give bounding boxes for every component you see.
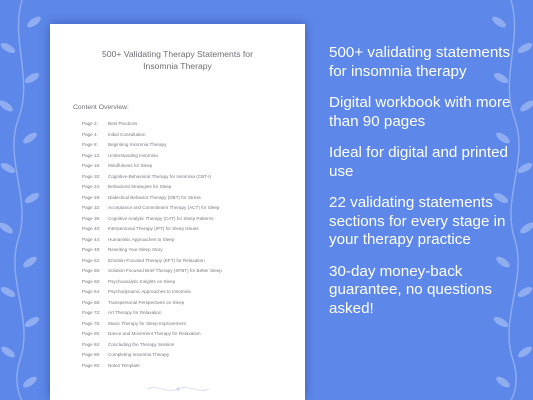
toc-title: Psychodynamic Approaches to Insomnia [108,289,191,294]
toc-page: Page 4: [82,131,98,137]
toc-item [82,214,222,225]
toc-title: Dialectical Behavior Therapy (DBT) for Stress [108,194,201,200]
feature-item: Ideal for digital and printed use [329,144,508,180]
toc-page: Page 84: [82,341,101,347]
toc-page: Page 8: [82,142,98,147]
toc-item [82,203,222,214]
toc-item [82,350,222,361]
toc-title: Beginning Insomnia Therapy [108,142,167,147]
toc-page: Page 32: [82,205,101,210]
toc-item [82,298,222,309]
toc-item [82,140,222,151]
feature-item: Digital workbook with more than 90 pages [329,94,511,130]
toc-page: Page 44: [82,236,101,242]
toc-title: Understanding Insomnia [108,152,158,158]
toc-title: Concluding the Therapy Session [108,341,175,347]
toc-title: Emotion-Focused Therapy (EFT) for Relaxation [108,257,205,263]
toc-item [82,151,222,162]
toc-title: Cognitive-Behavioral Therapy for Insomnia (CBT-I) [108,173,212,179]
toc-title: Music Therapy for Sleep Improvement [108,320,186,326]
toc-title: Rewriting Your Sleep Story [108,247,163,252]
toc-page: Page 76: [82,320,101,326]
feature-list [329,44,525,331]
toc-item [82,193,222,204]
toc-title: Solution-Focused Brief Therapy (SFBT) for Better Sleep [108,268,222,273]
toc-page: Page 16: [82,163,101,168]
toc-title: Humanistic Approaches to Sleep [108,236,175,242]
document-title-line-2: Insomnia Therapy [143,61,212,71]
toc-item [82,329,222,340]
floral-ornament-icon [145,384,211,394]
toc-page: Page 68: [82,299,101,305]
toc-item [82,256,222,267]
toc-page: Page 88: [82,352,101,357]
toc-item [82,361,222,372]
document-preview-page [50,24,305,400]
toc-page: Page 2: [82,121,98,126]
toc-item [82,119,222,130]
toc-item [82,224,222,235]
toc-item [82,130,222,141]
toc-title: Cognitive Analytic Therapy (CAT) for Sleep Patterns [108,215,214,221]
toc-item [82,319,222,330]
toc-title: Dance and Movement Therapy for Relaxation [108,331,201,336]
toc-item [82,235,222,246]
toc-page: Page 36: [82,215,101,221]
toc-page: Page 12: [82,152,101,158]
toc-page: Page 60: [82,278,101,284]
feature-item: 500+ validating statements for insomnia therapy [329,44,511,80]
toc-item [82,182,222,193]
toc-title: Transpersonal Perspectives on Sleep [108,299,185,305]
toc-title: Behavioral Strategies for Sleep [108,184,172,189]
toc-title: Psychoanalytic Insights on Sleep [108,278,176,284]
toc-page: Page 72: [82,310,101,315]
toc-page: Page 56: [82,268,101,273]
toc-page: Page 40: [82,226,101,231]
table-of-contents [82,119,222,371]
toc-item [82,245,222,256]
document-title-line-1: 500+ Validating Therapy Statements for [102,49,253,59]
toc-item [82,308,222,319]
toc-page: Page 52: [82,257,101,263]
toc-page: Page 48: [82,247,101,252]
toc-title: Interpersonal Therapy (IPT) for Sleep Issues [108,226,199,231]
feature-item: 22 validating statements sections for every stage in your therapy practice [329,194,506,248]
toc-page: Page 92: [82,362,101,368]
toc-item [82,277,222,288]
toc-title: Initial Consultation [108,131,146,137]
document-title [50,48,305,72]
toc-page: Page 24: [82,184,101,189]
toc-item [82,287,222,298]
toc-title: Acceptance and Commitment Therapy (ACT) for Sleep [108,205,220,210]
content-overview-label: Content Overview: [73,104,129,111]
toc-page: Page 64: [82,289,101,294]
toc-title: Mindfulness for Sleep [108,163,153,168]
toc-page: Page 80: [82,331,101,336]
toc-item [82,340,222,351]
toc-item [82,172,222,183]
toc-page: Page 28: [82,194,101,200]
feature-item: 30-day money-back guarantee, no questions asked! [329,262,492,317]
toc-title: Notes Template [108,362,140,368]
toc-title: Best Practices [108,121,138,126]
toc-title: Completing Insomnia Therapy [108,352,170,357]
toc-item [82,266,222,277]
toc-item [82,161,222,172]
toc-page: Page 20: [82,173,101,179]
toc-title: Art Therapy for Relaxation [108,310,162,315]
